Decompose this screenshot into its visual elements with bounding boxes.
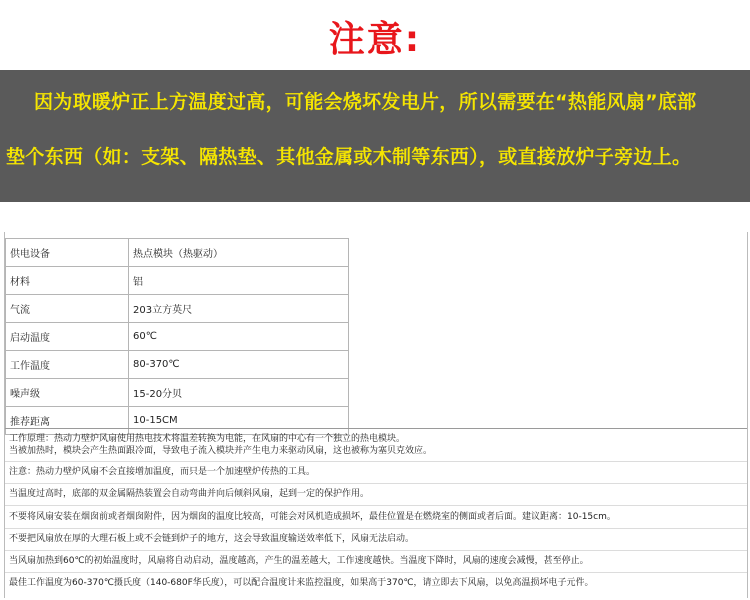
- spec-value: 10-15CM: [129, 407, 349, 435]
- note-divider: [5, 505, 747, 506]
- spec-label: 材料: [6, 267, 129, 295]
- spec-label: 启动温度: [6, 323, 129, 351]
- note-line: 注意：热动力壁炉风扇不会直接增加温度，而只是一个加速壁炉传热的工具。: [9, 467, 316, 477]
- note-line: 工作原理：热动力壁炉风扇使用热电技术将温差转换为电能，在风扇的中心有一个独立的热电模块。: [9, 434, 406, 444]
- note-line: 当温度过高时，底部的双金属隔热装置会自动弯曲并向后倾斜风扇，起到一定的保护作用。: [9, 489, 370, 499]
- table-row: [6, 323, 349, 351]
- note-line: 当风扇加热到60℃的初始温度时，风扇将自动启动，温度越高，产生的温差越大，工作速度越快。当温度下降时，风扇的速度会减慢，甚至停止。: [9, 556, 589, 566]
- note-line: 不要把风扇放在厚的大理石板上或不会链到炉子的地方，这会导致温度输送效率低下，风扇无法启动。: [9, 534, 415, 544]
- notice-title: 注意:: [328, 19, 422, 60]
- note-divider: [5, 550, 747, 551]
- note-divider: [5, 528, 747, 529]
- note-line: 当被加热时，模块会产生热面跟冷面，导致电子流入模块并产生电力来驱动风扇，这也被称为塞贝克效应。: [9, 446, 433, 456]
- note-line: 最佳工作温度为60-370℃摄氏度（140-680F华氏度），可以配合温度计来监控温度，如果高于370℃，请立即去下风扇，以免高温损坏电子元件。: [9, 578, 594, 588]
- spec-label: 推荐距离: [6, 407, 129, 435]
- table-row: [6, 239, 349, 267]
- notes-section: [5, 428, 747, 599]
- spec-label: 供电设备: [6, 239, 129, 267]
- spec-label: 气流: [6, 295, 129, 323]
- table-row: [6, 351, 349, 379]
- warning-line-1: 因为取暖炉正上方温度过高，可能会烧坏发电片，所以需要在“热能风扇”底部: [34, 91, 697, 113]
- note-divider: [5, 461, 747, 462]
- spec-table: [5, 238, 349, 435]
- spec-value: 80-370℃: [129, 351, 349, 379]
- spec-sheet: [4, 232, 748, 598]
- spec-value: 热点模块（热驱动）: [129, 239, 349, 267]
- note-divider: [5, 483, 747, 484]
- spec-value: 203立方英尺: [129, 295, 349, 323]
- spec-value: 15-20分贝: [129, 379, 349, 407]
- warning-banner: [0, 70, 750, 202]
- table-row: [6, 379, 349, 407]
- table-row: [6, 295, 349, 323]
- spec-label: 噪声级: [6, 379, 129, 407]
- spec-label: 工作温度: [6, 351, 129, 379]
- spec-value: 铝: [129, 267, 349, 295]
- spec-value: 60℃: [129, 323, 349, 351]
- table-row: [6, 267, 349, 295]
- note-divider: [5, 572, 747, 573]
- warning-line-2: 垫个东西（如：支架、隔热垫、其他金属或木制等东西），或直接放炉子旁边上。: [6, 146, 692, 168]
- note-line: 不要将风扇安装在烟囱前或者烟囱附件，因为烟囱的温度比较高，可能会对风机造成损坏，最佳位置是在燃烧室的侧面或者后面。建议距离：10-15cm。: [9, 512, 616, 522]
